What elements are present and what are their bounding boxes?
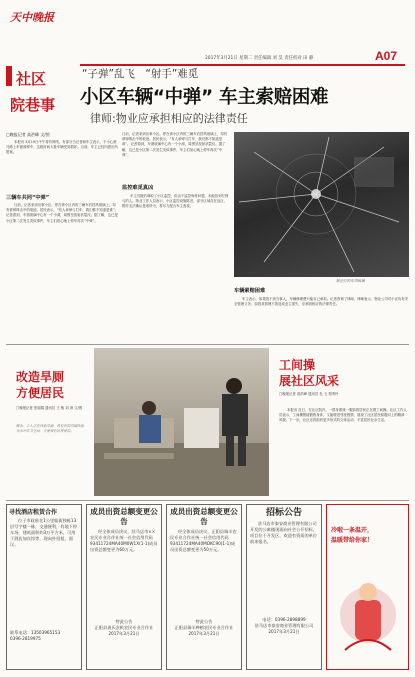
classified-3-contact: 特此公告 正阳县瑞丰种植农民专业合作社 2017年3月21日 (174, 619, 234, 636)
col2-continuation: 日前，记者来到出事小区。停在该小区内的三辆车后挡风玻璃上，均有被弹珠击中的痕迹。居民表示，“有人拿弹弓打车，我们都不知道是谁”。记者看到，车窗玻璃中心有一个小洞，周围呈放射状裂纹。据了解，这已是小区第二次发生类似事件，车主们担心晚上停车再次“中弹”。 (122, 132, 228, 157)
workers-title-1: 工间操 (279, 358, 316, 372)
date-line: 2017年3月21日 星期二 责任编辑 刘 昊 责任校对 田 静 (205, 56, 314, 61)
toilet-byline: □晚报记者 张丽娟 通讯员 王 敏 刘 涛 文/图 (16, 406, 83, 410)
section2-text: 车主们随后调取了小区监控，但由于监控角度问题，未能拍到打弹弓的人。物业工作人员表示，小区监控设施陈旧，部分区域存在盲区，暂时无法确认是谁所为，将尽力配合车主查找。 (122, 194, 229, 209)
promo-box (326, 504, 409, 670)
main-article (6, 132, 409, 340)
headline-sub: 律师:物业应承担相应的法律责任 (90, 112, 248, 125)
classified-1-text: 位于市政府北1公里临街独栋13层写字楼一栋，交通便利，有地下停车场，建筑面积约3万平方米，可用于酒店加宾馆等，现向外招租，面议。 (10, 518, 78, 547)
classified-2-text: 经全体成员决议，驻马店市××农民专业合作社统一社会信用代码93411724MA40M0W1X(1-1)成员出资总额变更为60万元。 (90, 529, 158, 552)
photo-caption: 被击打的车窗玻璃 (336, 279, 365, 283)
classified-3-title: 成员出资总额变更公告 (170, 507, 238, 526)
workers-title-2: 展社区风采 (279, 374, 340, 388)
page-number: A07 (375, 49, 398, 63)
promo-line-1: 冷啦一条温开， (331, 527, 374, 534)
toilet-story (6, 348, 269, 498)
classified-2-title: 成员出资总额变更公告 (90, 507, 158, 526)
column-badge-bar (6, 66, 12, 86)
section1-title: 三辆车共同“中弹” (6, 195, 50, 201)
toilet-photo (94, 348, 269, 496)
cracked-glass-graphic (234, 132, 409, 277)
headline-kicker: “子弹”乱飞 “射手”难觅 (82, 68, 199, 80)
column-title-1: 社区 (16, 70, 47, 88)
classified-2 (86, 504, 162, 670)
divider-main (6, 344, 409, 345)
car-window-photo (234, 132, 409, 277)
toilet-caption: 图为：工人正在改造旱厕，将原有的旱厕改造为水冲式卫生间，方便周边居民使用。 (16, 424, 84, 434)
classified-1 (6, 504, 82, 670)
section3-title: 车辆索赔困难 (234, 288, 266, 294)
section1-text: 日前，记者来到出事小区。停在该小区内的三辆车后挡风玻璃上，均有被弹珠击中的痕迹。居民表示，“有人拿弹弓打车，我们都不知道是谁”。记者看到，车窗玻璃中心有一个小洞，周围呈放射状裂纹。据了解，这已是小区第二次发生类似事件，车主们担心晚上停车再次“中弹”。 (6, 203, 118, 223)
logo-text: 天中晚报 (10, 11, 54, 24)
section2-title: 监控难觅真凶 (122, 185, 154, 191)
promo-illustration (335, 560, 401, 660)
classified-4 (246, 504, 322, 670)
classified-3 (166, 504, 242, 670)
article-intro: 本报讯 3月19日中午将有网络，有部分当记者和车主表示，不小心被马路上车窗被弹中，这段时间大批车辆受到损坏。目前，车主已经向派出所报案。 (6, 140, 118, 155)
promo-line-2: 温暖带给你家！ (331, 537, 374, 544)
classified-3-text: 经全体成员决议，正阳县瑞丰农民专业合作社统一社会信用代码93411724MA40MOKC90(1-1)成员出资总额变更为50万元。 (170, 529, 237, 552)
workers-text: 本报讯 近日，在社区院内，一群身着统一服装的居民正在做工间操。社区工作人员表示，工间操既能锻炼身体，又能增进邻里感情，展现了社区居民积极向上的精神风貌。下一步，社区还将组织更多形式的文体活动，丰富居民业余生活。 (279, 408, 407, 423)
toilet-title-2: 方便居民 (16, 386, 65, 400)
workers-story (273, 348, 409, 498)
article-byline: □晚报记者 高洪峰 文/图 (6, 132, 50, 137)
divider-classifieds (6, 500, 409, 501)
column-badge (6, 66, 76, 128)
section3-text: 车主表示，如果找不到当事人，车辆修理费只能自己承担。记者咨询了律师，律师表示，物业公司对小区负有安全管理义务，如因其管理不善造成业主损失，应承担相应的法律责任。 (234, 297, 409, 307)
classified-4-contact: 电话：0396-2898899 驻马店市泰安商业管理有限公司 2017年3月21日 (254, 617, 314, 634)
logo (10, 6, 68, 24)
workers-byline: □晚报记者 高洪峰 通讯员 杜 飞 郑秀玲 (279, 392, 339, 396)
masthead (0, 0, 415, 128)
workers-scene-graphic (94, 348, 269, 496)
classified-4-title: 招标公告 (265, 508, 302, 518)
classified-2-contact: 特此公告 正阳县逍氏农机农民专业合作社 2017年3月21日 (94, 619, 154, 636)
headline-main: 小区车辆“中弹” 车主索赔困难 (80, 87, 329, 108)
column-title-2: 院巷事 (10, 96, 56, 114)
classified-1-title: 寻找酒店租赁合作 (9, 509, 58, 516)
toilet-title-1: 改造旱厕 (16, 370, 65, 384)
classified-1-contact: 联系电话：13503965153 0396-2819975 (10, 630, 61, 641)
classified-4-text: 驻马店市泰安商业管理有限公司开发的公寓楼现面向社会公开招标，项目位于开发区，欢迎有资质的单位前来报名。 (250, 521, 318, 544)
